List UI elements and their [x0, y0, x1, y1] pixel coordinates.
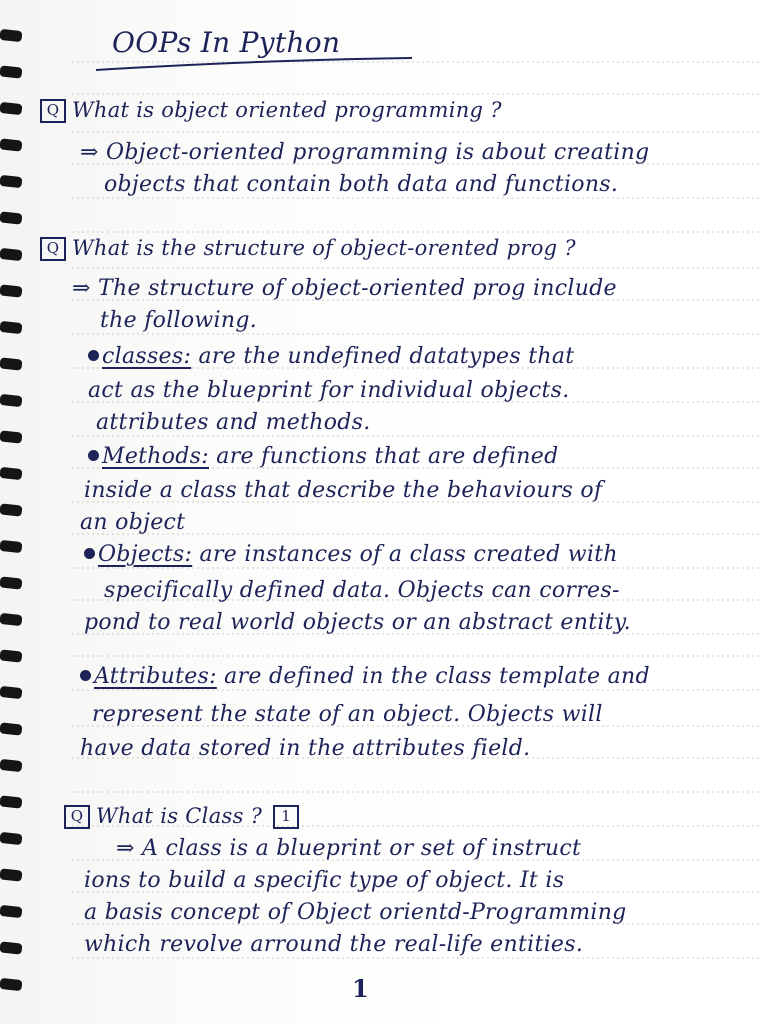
methods-item	[88, 444, 558, 469]
answer-3-line-2: ions to build a specific type of object. It is	[84, 868, 565, 893]
spiral-ring	[0, 613, 22, 626]
question-2	[40, 236, 576, 261]
spiral-ring	[0, 357, 22, 370]
spiral-ring	[0, 978, 22, 991]
question-3	[64, 804, 305, 829]
spiral-ring	[0, 722, 22, 735]
objects-line-3: pond to real world objects or an abstract entity.	[84, 610, 631, 635]
objects-term: Objects:	[98, 542, 193, 567]
answer-1-line-1: ⇒ Object-oriented programming is about creating	[80, 140, 650, 165]
spiral-ring	[0, 248, 22, 261]
answer-2-intro-line-2: the following.	[100, 308, 258, 333]
attributes-item	[80, 664, 650, 689]
methods-term: Methods:	[102, 444, 209, 469]
spiral-ring	[0, 686, 22, 699]
spiral-ring	[0, 868, 22, 881]
spiral-ring	[0, 284, 22, 297]
bullet-dot	[88, 450, 99, 461]
spiral-ring	[0, 29, 22, 42]
bullet-dot	[84, 548, 95, 559]
spiral-ring	[0, 503, 22, 516]
spiral-ring	[0, 65, 22, 78]
methods-line-2: inside a class that describe the behaviours of	[84, 478, 603, 503]
classes-line-2: act as the blueprint for individual objects.	[88, 378, 570, 403]
classes-item	[88, 344, 574, 369]
bullet-dot	[88, 350, 99, 361]
objects-line-2: specifically defined data. Objects can corres-	[104, 578, 620, 603]
answer-3-line-3: a basis concept of Object orientd-Programming	[84, 900, 627, 925]
attributes-line-3: have data stored in the attributes field.	[80, 736, 531, 761]
objects-line-1: are instances of a class created with	[199, 542, 618, 567]
question-1	[40, 98, 502, 123]
spiral-ring	[0, 540, 22, 553]
question-1-text: What is object oriented programming ?	[72, 98, 502, 122]
spiral-ring	[0, 467, 22, 480]
question-number-box: 1	[273, 805, 299, 829]
spiral-ring	[0, 138, 22, 151]
attributes-line-2: represent the state of an object. Objects will	[92, 702, 603, 727]
objects-item	[84, 542, 618, 567]
spiral-ring	[0, 576, 22, 589]
spiral-ring	[0, 649, 22, 662]
spiral-ring	[0, 832, 22, 845]
answer-1-line-2: objects that contain both data and functions.	[104, 172, 619, 197]
methods-line-3: an object	[80, 510, 186, 535]
spiral-ring	[0, 795, 22, 808]
question-marker-box: Q	[40, 237, 66, 261]
spiral-ring	[0, 394, 22, 407]
spiral-ring	[0, 430, 22, 443]
question-marker-box: Q	[40, 99, 66, 123]
question-2-text: What is the structure of object-orented prog ?	[72, 236, 576, 260]
spiral-ring	[0, 102, 22, 115]
bullet-dot	[80, 670, 91, 681]
page-title: OOPs In Python	[112, 26, 341, 59]
answer-3-line-1: ⇒ A class is a blueprint or set of instruct	[116, 836, 582, 861]
answer-2-intro-line-1: ⇒ The structure of object-oriented prog include	[72, 276, 617, 301]
spiral-ring	[0, 175, 22, 188]
page-number: 1	[352, 974, 369, 1003]
question-marker-box: Q	[64, 805, 90, 829]
classes-line-1: are the undefined datatypes that	[198, 344, 575, 369]
question-3-text: What is Class ?	[96, 804, 263, 828]
answer-3-line-4: which revolve arround the real-life entities.	[84, 932, 584, 957]
title-underline	[96, 58, 412, 70]
methods-line-1: are functions that are defined	[216, 444, 559, 469]
classes-term: classes:	[102, 344, 192, 369]
spiral-ring	[0, 321, 22, 334]
spiral-ring	[0, 941, 22, 954]
classes-line-3: attributes and methods.	[96, 410, 371, 435]
spiral-ring	[0, 905, 22, 918]
spiral-ring	[0, 759, 22, 772]
attributes-term: Attributes:	[94, 664, 217, 689]
spiral-ring	[0, 211, 22, 224]
attributes-line-1: are defined in the class template and	[224, 664, 650, 689]
